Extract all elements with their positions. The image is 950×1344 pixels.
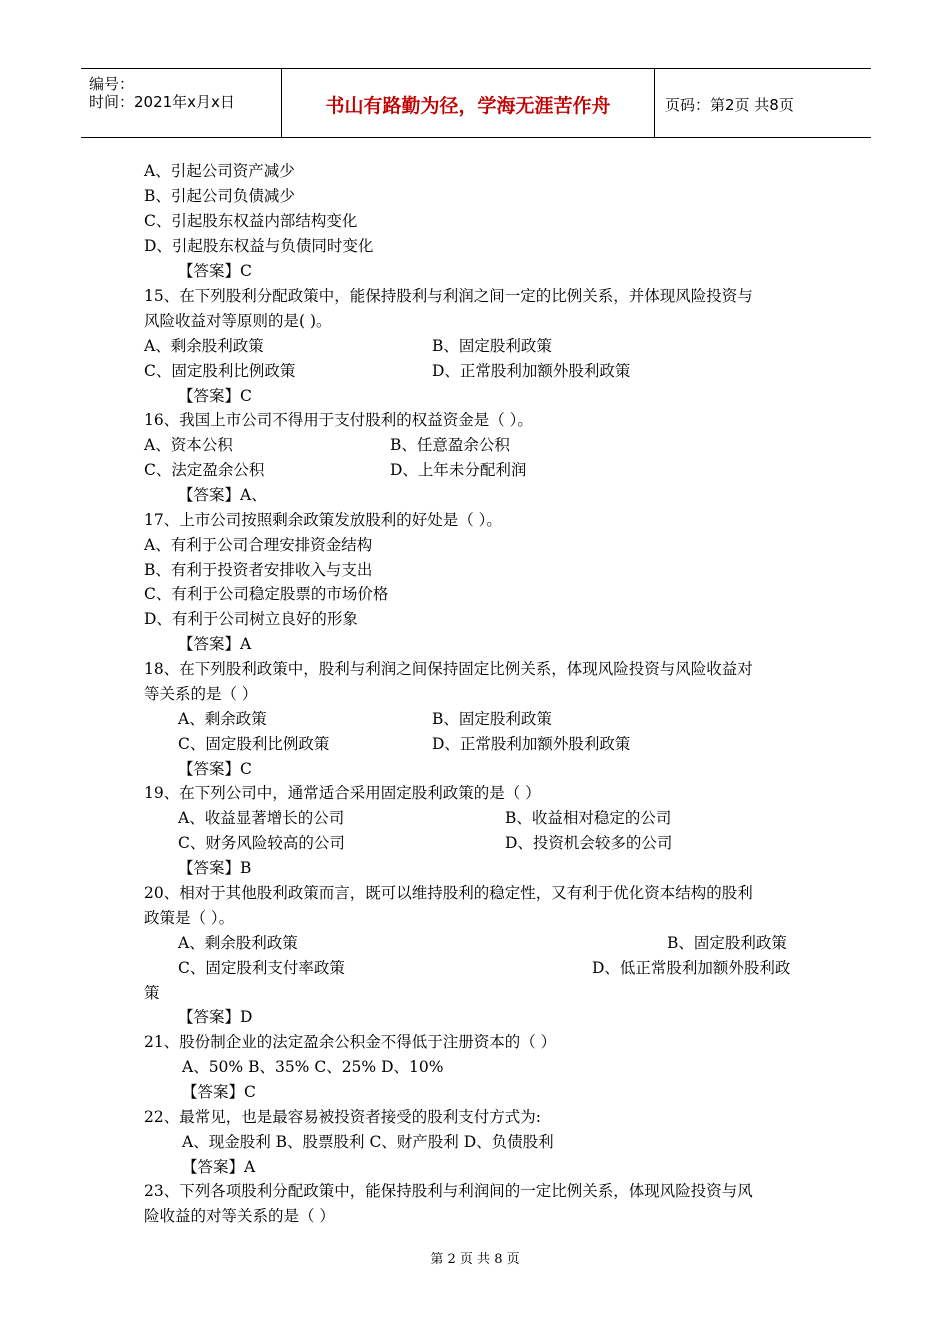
q17-option-d: D、有利于公司树立良好的形象 xyxy=(144,610,358,628)
q20-option-d: D、低正常股利加额外股利政 xyxy=(592,959,791,977)
q23-stem-line2: 险收益的对等关系的是（ ） xyxy=(144,1207,335,1225)
page-header xyxy=(81,68,871,138)
header-meta-cell xyxy=(81,69,282,137)
q16-option-d: D、上年未分配利润 xyxy=(390,461,527,479)
q20-option-c: C、固定股利支付率政策 xyxy=(178,959,345,977)
q19-option-c: C、财务风险较高的公司 xyxy=(178,834,345,852)
q17-answer: 【答案】A xyxy=(178,635,252,653)
page-footer: 第 2 页 共 8 页 xyxy=(430,1252,520,1267)
q17-stem: 17、上市公司按照剩余政策发放股利的好处是（ ）。 xyxy=(144,511,502,529)
q15-option-b: B、固定股利政策 xyxy=(432,337,552,355)
q21-options: A、50% B、35% C、25% D、10% xyxy=(182,1058,444,1076)
header-motto-cell xyxy=(282,69,655,137)
q18-stem-line1: 18、在下列股利政策中，股利与利润之间保持固定比例关系，体现风险投资与风险收益对 xyxy=(144,660,753,678)
q18-option-b: B、固定股利政策 xyxy=(432,710,552,728)
motto: 书山有路勤为径，学海无涯苦作舟 xyxy=(325,95,611,117)
q21-stem: 21、股份制企业的法定盈余公积金不得低于注册资本的（ ） xyxy=(144,1033,557,1051)
q15-option-d: D、正常股利加额外股利政策 xyxy=(432,362,631,380)
q17-option-c: C、有利于公司稳定股票的市场价格 xyxy=(144,585,389,603)
q16-stem: 16、我国上市公司不得用于支付股利的权益资金是（ ）。 xyxy=(144,411,533,429)
q18-option-d: D、正常股利加额外股利政策 xyxy=(432,735,631,753)
q20-answer: 【答案】D xyxy=(178,1008,253,1026)
q15-stem-line2: 风险收益对等原则的是( )。 xyxy=(144,312,332,330)
q18-option-c: C、固定股利比例政策 xyxy=(178,735,330,753)
q18-stem-line2: 等关系的是（ ） xyxy=(144,685,258,703)
q23-stem-line1: 23、下列各项股利分配政策中，能保持股利与利润间的一定比例关系，体现风险投资与风 xyxy=(144,1182,753,1200)
q21-answer: 【答案】C xyxy=(182,1083,256,1101)
q15-option-c: C、固定股利比例政策 xyxy=(144,362,296,380)
q16-option-b: B、任意盈余公积 xyxy=(390,436,510,454)
q15-stem-line1: 15、在下列股利分配政策中，能保持股利与利润之间一定的比例关系，并体现风险投资与 xyxy=(144,287,753,305)
q19-option-b: B、收益相对稳定的公司 xyxy=(505,809,672,827)
q14-option-a: A、引起公司资产减少 xyxy=(144,162,295,180)
q20-stem-line1: 20、相对于其他股利政策而言，既可以维持股利的稳定性，又有利于优化资本结构的股利 xyxy=(144,884,753,902)
q15-option-a: A、剩余股利政策 xyxy=(144,337,264,355)
q14-option-b: B、引起公司负债减少 xyxy=(144,187,295,205)
q19-option-a: A、收益显著增长的公司 xyxy=(178,809,345,827)
q19-option-d: D、投资机会较多的公司 xyxy=(505,834,673,852)
q14-option-d: D、引起股东权益与负债同时变化 xyxy=(144,237,374,255)
q19-stem: 19、在下列公司中，通常适合采用固定股利政策的是（ ） xyxy=(144,784,541,802)
q22-answer: 【答案】A xyxy=(182,1158,256,1176)
q20-option-a: A、剩余股利政策 xyxy=(178,934,298,952)
q14-option-c: C、引起股东权益内部结构变化 xyxy=(144,212,358,230)
page-label: 页码：第2页 共8页 xyxy=(665,96,794,114)
q15-answer: 【答案】C xyxy=(178,387,252,405)
q18-answer: 【答案】C xyxy=(178,760,252,778)
date-label: 时间：2021年x月x日 xyxy=(89,93,235,111)
q19-answer: 【答案】B xyxy=(178,859,252,877)
q14-answer: 【答案】C xyxy=(178,262,252,280)
q20-option-d-wrap: 策 xyxy=(144,984,160,1002)
header-page-cell xyxy=(655,69,871,137)
q16-answer: 【答案】A、 xyxy=(178,486,267,504)
q20-stem-line2: 政策是（ ）。 xyxy=(144,909,235,927)
q17-option-b: B、有利于投资者安排收入与支出 xyxy=(144,561,373,579)
q18-option-a: A、剩余政策 xyxy=(178,710,267,728)
code-label: 编号： xyxy=(89,75,135,93)
q22-stem: 22、最常见，也是最容易被投资者接受的股利支付方式为: xyxy=(144,1108,541,1126)
q16-option-c: C、法定盈余公积 xyxy=(144,461,265,479)
q20-option-b: B、固定股利政策 xyxy=(667,934,787,952)
q17-option-a: A、有利于公司合理安排资金结构 xyxy=(144,536,373,554)
q22-options: A、现金股利 B、股票股利 C、财产股利 D、负债股利 xyxy=(182,1133,554,1151)
q16-option-a: A、资本公积 xyxy=(144,436,233,454)
